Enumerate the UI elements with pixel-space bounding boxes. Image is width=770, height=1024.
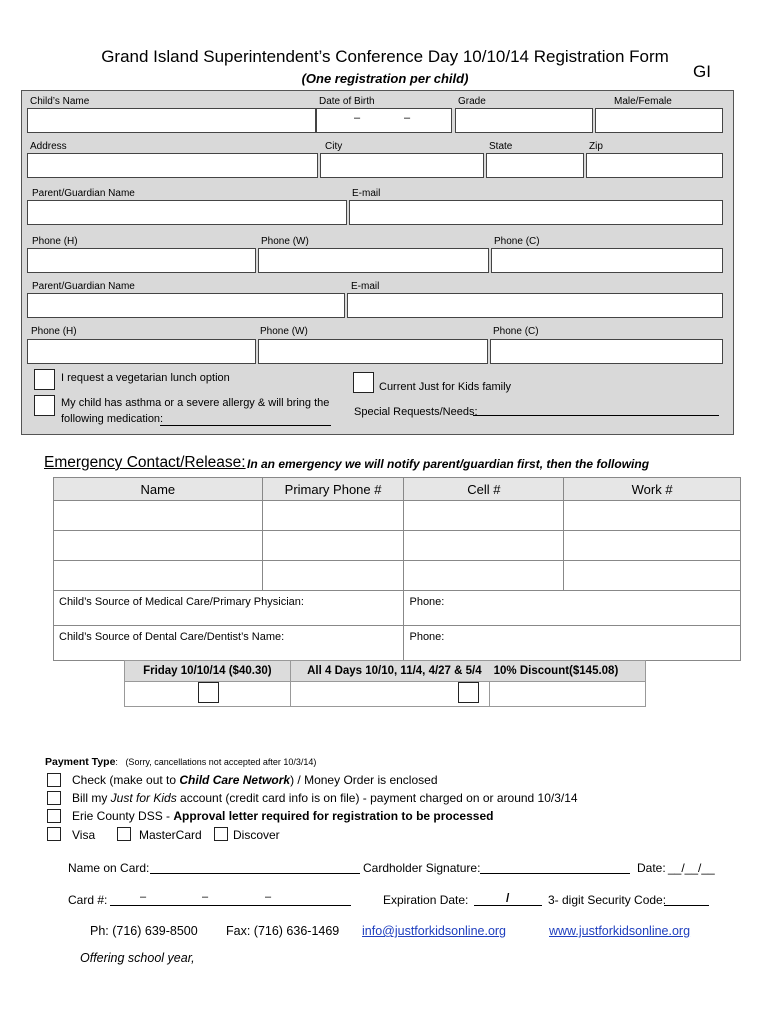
- guardian2-email-label: E-mail: [351, 281, 380, 292]
- guardian2-phone-h-label: Phone (H): [31, 326, 77, 337]
- child-name-field[interactable]: [27, 108, 316, 133]
- guardian1-phone-c-label: Phone (C): [494, 236, 540, 247]
- guardian1-phone-w-label: Phone (W): [261, 236, 309, 247]
- expiration-line[interactable]: /: [474, 905, 542, 906]
- header-work: Work #: [564, 478, 741, 501]
- zip-label: Zip: [589, 141, 603, 152]
- form-code: GI: [693, 62, 711, 81]
- current-family-checkbox[interactable]: [353, 372, 374, 393]
- child-name-label: Child’s Name: [30, 96, 90, 107]
- dss-checkbox[interactable]: [47, 809, 61, 823]
- guardian1-phone-c-field[interactable]: [491, 248, 723, 273]
- guardian2-phone-w-label: Phone (W): [260, 326, 308, 337]
- asthma-checkbox[interactable]: [34, 395, 55, 416]
- emergency-table: [53, 477, 741, 661]
- pricing-header-row: [125, 661, 646, 682]
- guardian1-phone-w-field[interactable]: [258, 248, 489, 273]
- header-cell: Cell #: [404, 478, 564, 501]
- emergency-work-cell[interactable]: [564, 531, 741, 561]
- emergency-cell-cell[interactable]: [404, 501, 564, 531]
- table-row: [54, 531, 741, 561]
- table-row: [54, 501, 741, 531]
- guardian1-name-field[interactable]: [27, 200, 347, 225]
- emergency-cell-cell[interactable]: [404, 561, 564, 591]
- check-checkbox[interactable]: [47, 773, 61, 787]
- guardian2-name-field[interactable]: [27, 293, 345, 318]
- state-field[interactable]: [486, 153, 584, 178]
- discover-label: Discover: [233, 828, 280, 842]
- guardian2-phone-c-label: Phone (C): [493, 326, 539, 337]
- address-field[interactable]: [27, 153, 318, 178]
- asthma-label-line2: following medication:: [61, 413, 164, 425]
- emergency-phone-cell[interactable]: [262, 561, 404, 591]
- payment-type-label: Payment Type: [45, 756, 116, 768]
- signature-line[interactable]: [480, 873, 630, 874]
- table-row: [54, 561, 741, 591]
- asthma-label-line1: My child has asthma or a severe allergy & will bring the: [61, 397, 330, 409]
- dob-label: Date of Birth: [319, 96, 375, 107]
- card-number-label: Card #:: [68, 893, 108, 907]
- special-requests-line[interactable]: [473, 415, 719, 416]
- date-label: Date:: [637, 861, 666, 875]
- guardian1-phone-h-field[interactable]: [27, 248, 256, 273]
- header-name: Name: [54, 478, 263, 501]
- website-link[interactable]: www.justforkidsonline.org: [549, 924, 691, 938]
- security-code-label: 3- digit Security Code:: [548, 893, 667, 907]
- name-on-card-line[interactable]: [150, 873, 360, 874]
- guardian2-phone-w-field[interactable]: [258, 339, 488, 364]
- emergency-subtitle: In an emergency we will notify parent/guardian first, then the following: [247, 457, 650, 471]
- pricing-friday-label: Friday 10/10/14 ($40.30): [125, 661, 291, 682]
- guardian2-email-field[interactable]: [347, 293, 723, 318]
- dental-row: [54, 626, 741, 661]
- dental-care-label[interactable]: Child’s Source of Dental Care/Dentist’s Name:: [54, 626, 404, 661]
- special-requests-label: Special Requests/Needs:: [354, 406, 478, 418]
- emergency-header-row: [54, 478, 741, 501]
- header-primary-phone: Primary Phone #: [262, 478, 404, 501]
- guardian1-name-label: Parent/Guardian Name: [32, 188, 135, 199]
- mastercard-checkbox[interactable]: [117, 827, 131, 841]
- visa-label: Visa: [72, 828, 96, 842]
- all-days-checkbox[interactable]: [458, 682, 479, 703]
- emergency-title: Emergency Contact/Release:: [44, 454, 246, 471]
- pricing-all-days-label: All 4 Days 10/10, 11/4, 4/27 & 5/4: [290, 661, 490, 682]
- vegetarian-label: I request a vegetarian lunch option: [61, 372, 230, 384]
- sex-label: Male/Female: [614, 96, 672, 107]
- contact-email-link[interactable]: info@justforkidsonline.org: [362, 924, 507, 938]
- signature-label: Cardholder Signature:: [363, 861, 481, 875]
- guardian2-phone-c-field[interactable]: [490, 339, 723, 364]
- form-title: Grand Island Superintendent’s Conference Day 10/10/14 Registration Form: [101, 47, 669, 66]
- check-option: Check (make out to Child Care Network) / Money Order is enclosed: [72, 773, 438, 787]
- discover-checkbox[interactable]: [214, 827, 228, 841]
- grade-label: Grade: [458, 96, 486, 107]
- address-label: Address: [30, 141, 67, 152]
- guardian1-email-label: E-mail: [352, 188, 381, 199]
- contact-phone: Ph: (716) 639-8500: [90, 924, 198, 938]
- sex-field[interactable]: [595, 108, 723, 133]
- city-label: City: [325, 141, 343, 152]
- emergency-work-cell[interactable]: [564, 561, 741, 591]
- vegetarian-checkbox[interactable]: [34, 369, 55, 390]
- guardian1-email-field[interactable]: [349, 200, 723, 225]
- date-field[interactable]: __/__/__: [668, 861, 715, 875]
- visa-checkbox[interactable]: [47, 827, 61, 841]
- medication-line[interactable]: [160, 425, 331, 426]
- emergency-work-cell[interactable]: [564, 501, 741, 531]
- dob-field[interactable]: – –: [316, 108, 452, 133]
- mastercard-label: MasterCard: [139, 828, 202, 842]
- emergency-cell-cell[interactable]: [404, 531, 564, 561]
- dental-phone-label[interactable]: Phone:: [404, 626, 741, 661]
- guardian2-name-label: Parent/Guardian Name: [32, 281, 135, 292]
- bill-account-checkbox[interactable]: [47, 791, 61, 805]
- bill-account-option: Bill my Just for Kids account (credit card info is on file) - payment charged on or around 10/3/14: [72, 791, 578, 805]
- payment-note: (Sorry, cancellations not accepted after 10/3/14): [125, 757, 317, 767]
- emergency-name-cell[interactable]: [54, 531, 263, 561]
- contact-fax: Fax: (716) 636-1469: [226, 924, 340, 938]
- medical-row: [54, 591, 741, 626]
- security-code-line[interactable]: [664, 905, 709, 906]
- name-on-card-label: Name on Card:: [68, 861, 150, 875]
- current-family-label: Current Just for Kids family: [379, 381, 512, 393]
- footer-text: Offering school year,: [80, 951, 195, 965]
- emergency-name-cell[interactable]: [54, 501, 263, 531]
- dss-option: Erie County DSS - Approval letter required for registration to be processed: [72, 809, 494, 823]
- card-number-line[interactable]: – – –: [110, 905, 351, 906]
- emergency-phone-cell[interactable]: [262, 531, 404, 561]
- medical-phone-label[interactable]: Phone:: [404, 591, 741, 626]
- pricing-discount-label: 10% Discount($145.08): [490, 661, 646, 682]
- guardian1-phone-h-label: Phone (H): [32, 236, 78, 247]
- emergency-name-cell[interactable]: [54, 561, 263, 591]
- friday-checkbox[interactable]: [198, 682, 219, 703]
- expiration-label: Expiration Date:: [383, 893, 469, 907]
- state-label: State: [489, 141, 513, 152]
- grade-field[interactable]: [455, 108, 593, 133]
- city-field[interactable]: [320, 153, 484, 178]
- zip-field[interactable]: [586, 153, 723, 178]
- medical-care-label[interactable]: Child’s Source of Medical Care/Primary Physician:: [54, 591, 404, 626]
- guardian2-phone-h-field[interactable]: [27, 339, 256, 364]
- emergency-phone-cell[interactable]: [262, 501, 404, 531]
- form-subtitle: (One registration per child): [301, 71, 469, 86]
